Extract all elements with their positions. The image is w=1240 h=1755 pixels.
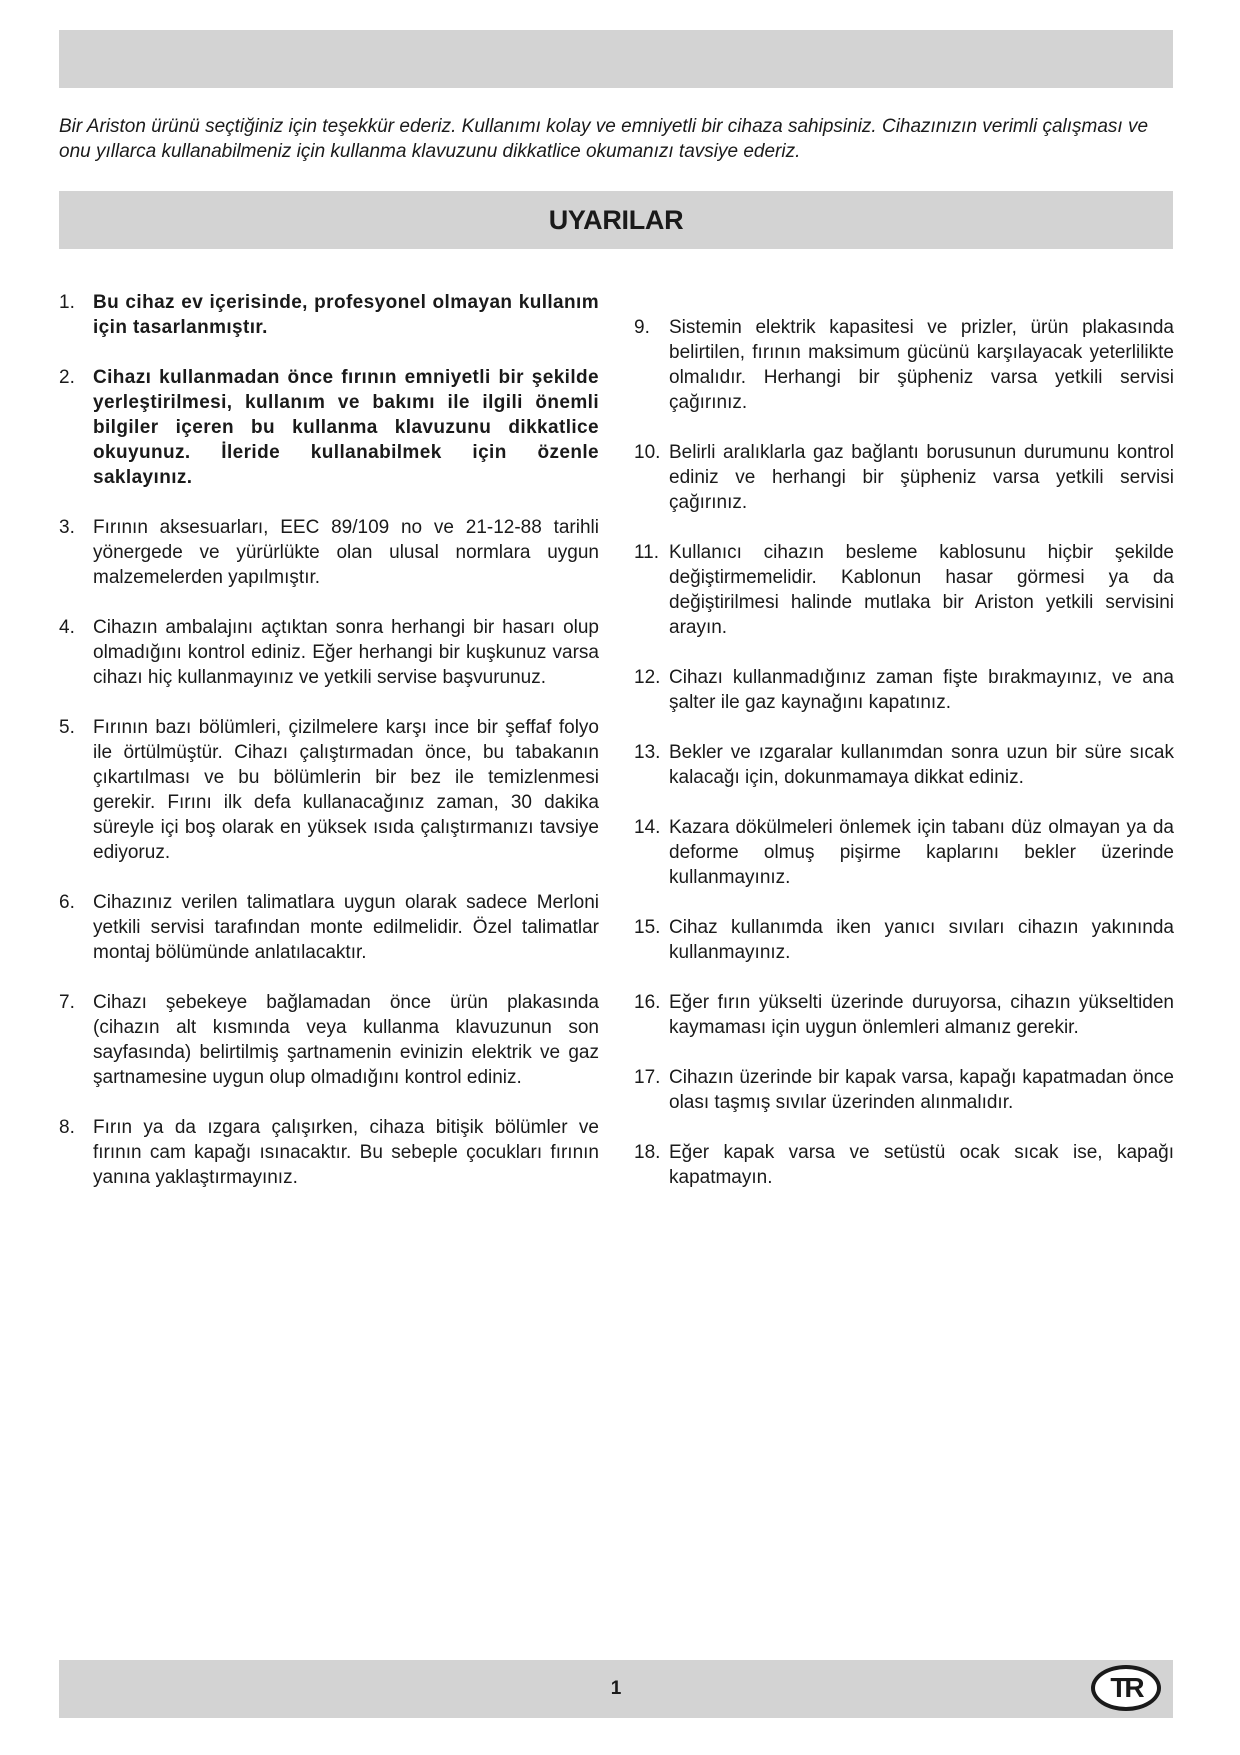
warning-item-16 — [634, 990, 1174, 1040]
language-badge: TR — [1091, 1665, 1161, 1711]
item-text: Fırının bazı bölümleri, çizilmelere karşı ince bir şeffaf folyo ile örtülmüştür. Cihazı çalıştırmadan önce, bu tabakanın çıkartılması ve bu bölümlerin bir bez ile temizlenmesi gerekir. Fırını ilk defa kullanacağınız zaman, 30 dakika süreyle içi boş olarak en yüksek ısıda çalıştırmanızı tavsiye ediyoruz. — [93, 717, 599, 863]
warning-item-3 — [59, 515, 599, 590]
item-text: Cihaz kullanımda iken yanıcı sıvıları cihazın yakınında kullanmayınız. — [669, 917, 1174, 963]
item-text: Bu cihaz ev içerisinde, profesyonel olmayan kullanım için tasarlanmıştır. — [93, 292, 599, 338]
item-number: 4. — [59, 617, 75, 638]
item-number: 5. — [59, 717, 75, 738]
intro-text: Bir Ariston ürünü seçtiğiniz için teşekkür ederiz. Kullanımı kolay ve emniyetli bir cihaza sahipsiniz. Cihazınızın verimli çalışması ve onu yıllarca kullanabilmeniz için kullanma klavuzunu dikkatlice okumanızı tavsiye ederiz. — [59, 116, 1149, 162]
item-number: 18. — [634, 1142, 661, 1163]
item-number: 16. — [634, 992, 661, 1013]
warning-item-2 — [59, 365, 599, 490]
item-number: 14. — [634, 817, 661, 838]
page-title: UYARILAR — [548, 204, 684, 235]
warning-item-14 — [634, 815, 1174, 890]
warning-item-18 — [634, 1140, 1174, 1190]
warning-item-7 — [59, 990, 599, 1090]
item-number: 15. — [634, 917, 661, 938]
item-text: Eğer kapak varsa ve setüstü ocak sıcak ise, kapağı kapatmayın. — [669, 1142, 1174, 1188]
warning-item-15 — [634, 915, 1174, 965]
item-text: Cihazı şebekeye bağlamadan önce ürün plakasında (cihazın alt kısmında veya kullanma klavuzunun son sayfasında) belirtilmiş şartnamenin evinizin elektrik ve gaz şartnamesine uygun olup olmadığını kontrol ediniz. — [93, 992, 599, 1088]
item-number: 11. — [634, 542, 660, 563]
warning-item-6 — [59, 890, 599, 965]
footer-bar — [59, 1660, 1173, 1718]
item-text: Belirli aralıklarla gaz bağlantı borusunun durumunu kontrol ediniz ve herhangi bir şüpheniz varsa yetkili servisi çağırınız. — [669, 442, 1174, 513]
item-text: Fırın ya da ızgara çalışırken, cihaza bitişik bölümler ve fırının cam kapağı ısınacaktır. Bu sebeple çocukları fırının yanına yaklaştırmayınız. — [93, 1117, 599, 1188]
item-text: Kazara dökülmeleri önlemek için tabanı düz olmayan ya da deforme olmuş pişirme kaplarını bekler üzerinde kullanmayınız. — [669, 817, 1174, 888]
warning-item-12 — [634, 665, 1174, 715]
warning-item-4 — [59, 615, 599, 690]
warnings-left-column — [59, 290, 599, 1215]
item-number: 7. — [59, 992, 75, 1013]
item-number: 13. — [634, 742, 661, 763]
warnings-right-column — [634, 315, 1174, 1215]
item-text: Cihazı kullanmadığınız zaman fişte bırakmayınız, ve ana şalter ile gaz kaynağını kapatınız. — [669, 667, 1174, 713]
item-text: Eğer fırın yükselti üzerinde duruyorsa, cihazın yükseltiden kaymaması için uygun önlemleri almanız gerekir. — [669, 992, 1174, 1038]
item-number: 10. — [634, 442, 661, 463]
item-text: Kullanıcı cihazın besleme kablosunu hiçbir şekilde değiştirmemelidir. Kablonun hasar görmesi ya da değiştirilmesi halinde mutlaka bir Ariston yetkili servisini arayın. — [669, 542, 1174, 638]
item-number: 1. — [59, 292, 75, 313]
item-text: Cihazı kullanmadan önce fırının emniyetli bir şekilde yerleştirilmesi, kullanım ve bakımı ile ilgili önemli bilgiler içeren bu kullanma klavuzunu dikkatlice okuyunuz. İleride kullanabilmek için özenle saklayınız. — [93, 367, 599, 488]
warning-item-13 — [634, 740, 1174, 790]
warning-item-11 — [634, 540, 1174, 640]
item-number: 6. — [59, 892, 75, 913]
item-number: 9. — [634, 317, 650, 338]
page-number: 1 — [610, 1678, 622, 1699]
warning-item-1 — [59, 290, 599, 340]
header-bar — [59, 30, 1173, 88]
warning-item-8 — [59, 1115, 599, 1190]
item-text: Cihazın üzerinde bir kapak varsa, kapağı kapatmadan önce olası taşmış sıvılar üzerinden alınmalıdır. — [669, 1067, 1174, 1113]
item-number: 12. — [634, 667, 661, 688]
warning-item-10 — [634, 440, 1174, 515]
item-number: 8. — [59, 1117, 75, 1138]
title-bar — [59, 191, 1173, 249]
warning-item-17 — [634, 1065, 1174, 1115]
item-text: Cihazınız verilen talimatlara uygun olarak sadece Merloni yetkili servisi tarafından monte edilmelidir. Özel talimatlar montaj bölümünde anlatılacaktır. — [93, 892, 599, 963]
item-number: 2. — [59, 367, 75, 388]
item-number: 3. — [59, 517, 75, 538]
item-text: Cihazın ambalajını açtıktan sonra herhangi bir hasarı olup olmadığını kontrol ediniz. Eğer herhangi bir kuşkunuz varsa cihazı hiç kullanmayınız ve yetkili servise başvurunuz. — [93, 617, 599, 688]
item-text: Sistemin elektrik kapasitesi ve prizler, ürün plakasında belirtilen, fırının maksimum gücünü karşılayacak yeterlilikte olmalıdır. Herhangi bir şüpheniz varsa yetkili servisi çağırınız. — [669, 317, 1174, 413]
warning-item-9 — [634, 315, 1174, 415]
item-number: 17. — [634, 1067, 661, 1088]
item-text: Fırının aksesuarları, EEC 89/109 no ve 21-12-88 tarihli yönergede ve yürürlükte olan ulusal normlara uygun malzemelerden yapılmıştır. — [93, 517, 599, 588]
warning-item-5 — [59, 715, 599, 865]
item-text: Bekler ve ızgaralar kullanımdan sonra uzun bir süre sıcak kalacağı için, dokunmamaya dikkat ediniz. — [669, 742, 1174, 788]
